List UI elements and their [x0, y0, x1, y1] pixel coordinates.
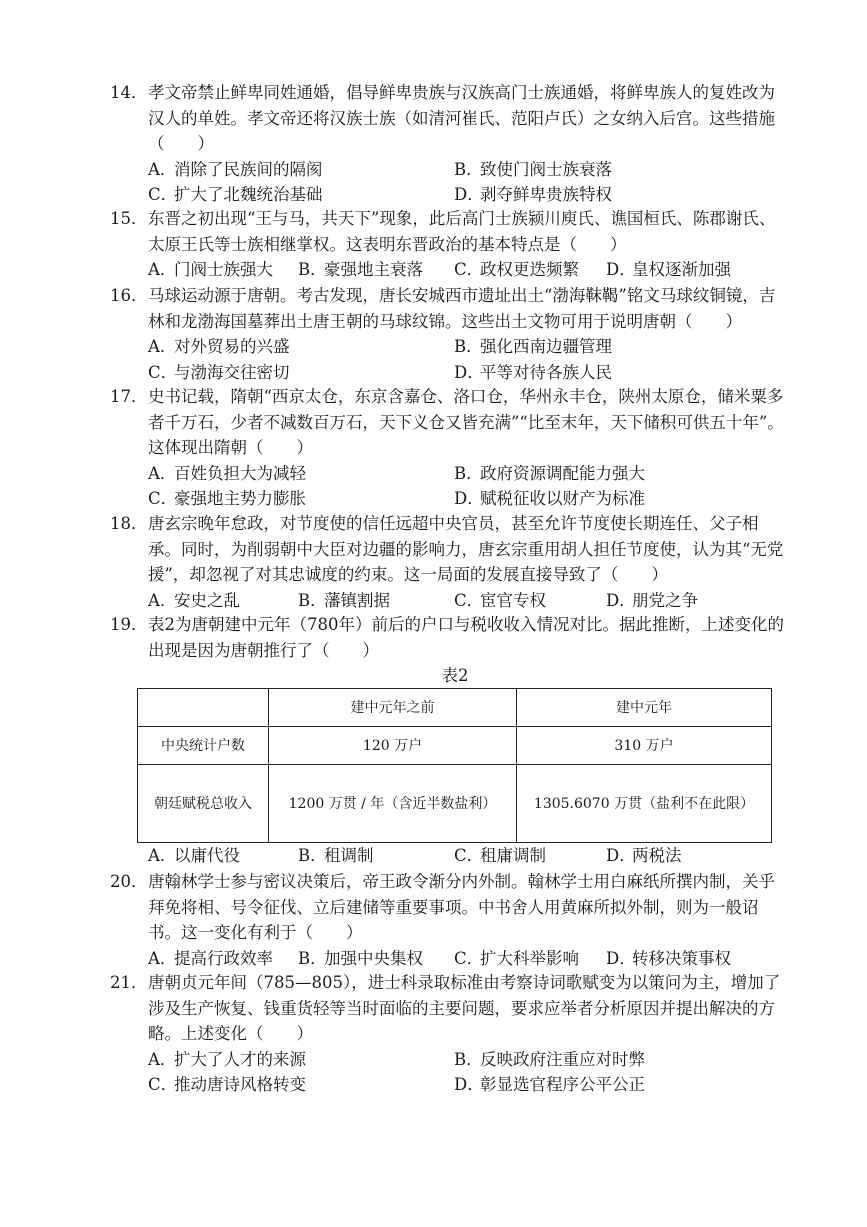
- question-20: [110, 869, 790, 971]
- options: [148, 843, 790, 869]
- option-c[interactable]: C．政权更迭频繁: [454, 260, 579, 279]
- question-stem: 东晋之初出现“王与马，共天下”现象，此后高门士族颍川庾氏、谯国桓氏、陈郡谢氏、太原王氏等士族相继掌权。这表明东晋政治的基本特点是（ ）: [148, 209, 776, 254]
- option-b[interactable]: B．致使门阀士族衰落: [454, 159, 612, 179]
- option-c[interactable]: C．豪强地主势力膨胀: [148, 489, 306, 508]
- table-cell: 1200 万贯 / 年（含近半数盐利）: [269, 765, 517, 843]
- options: [148, 461, 790, 512]
- question-stem: 史书记载，隋朝“西京太仓，东京含嘉仓、洛口仓，华州永丰仓，陕州太原仓，储米粟多者千万石，少者不减数百万石，天下义仓又皆充满”“比至末年，天下储积可供五十年”。这体现出隋朝（ ）: [148, 387, 784, 457]
- table-cell: 310 万户: [517, 727, 772, 765]
- question-number: 15．: [110, 209, 148, 228]
- question-17: [110, 384, 790, 512]
- option-b[interactable]: B．政府资源调配能力强大: [454, 463, 645, 483]
- table-header-cell: 建中元年: [517, 689, 772, 727]
- option-d[interactable]: D．皇权逐渐加强: [606, 260, 731, 279]
- question-stem: 孝文帝禁止鲜卑同姓通婚，倡导鲜卑贵族与汉族高门士族通婚，将鲜卑族人的复姓改为汉人的单姓。孝文帝还将汉族士族（如清河崔氏、范阳卢氏）之女纳入后宫。这些措施（ ）: [148, 83, 775, 153]
- option-c[interactable]: C．宦官专权: [454, 590, 546, 610]
- question-stem: 唐朝贞元年间（785—805），进士科录取标准由考察诗词歌赋变为以策问为主，增加了涉及生产恢复、钱重货轻等当时面临的主要问题，要求应举者分析原因并提出解决的方略。上述变化（ ）: [148, 973, 781, 1043]
- option-b[interactable]: B．反映政府注重应对时弊: [454, 1049, 645, 1069]
- table-header-cell: [138, 689, 269, 727]
- question-number: 20．: [110, 872, 148, 891]
- question-19-options: [110, 843, 790, 869]
- option-b[interactable]: B．豪强地主衰落: [298, 260, 423, 279]
- question-number: 21．: [110, 973, 148, 992]
- question-16: [110, 283, 790, 385]
- question-number: 17．: [110, 387, 148, 406]
- question-stem: 马球运动源于唐朝。考古发现，唐长安城西市遗址出土“渤海靺鞨”铭文马球纹铜镜，吉林和龙渤海国墓葬出土唐王朝的马球纹锦。这些出土文物可用于说明唐朝（ ）: [148, 286, 776, 331]
- option-a[interactable]: A．对外贸易的兴盛: [148, 337, 290, 356]
- option-b[interactable]: B．藩镇割据: [298, 590, 390, 610]
- options: [148, 588, 790, 614]
- table-cell: 120 万户: [269, 727, 517, 765]
- question-15: [110, 206, 790, 283]
- question-stem: 唐玄宗晚年怠政，对节度使的信任远超中央官员，甚至允许节度使长期连任、父子相承。同时，为削弱朝中大臣对边疆的影响力，唐玄宗重用胡人担任节度使，认为其“无党援”，却忽视了对其忠诚度的约束。这一局面的发展直接导致了（ ）: [148, 514, 784, 584]
- option-d[interactable]: D．两税法: [606, 846, 682, 865]
- option-c[interactable]: C．扩大科举影响: [454, 948, 579, 968]
- question-19: [110, 612, 790, 663]
- question-14: [110, 80, 790, 208]
- question-stem: 表2为唐朝建中元年（780年）前后的户口与税收收入情况对比。据此推断，上述变化的出现是因为唐朝推行了（ ）: [148, 615, 784, 660]
- question-number: 16．: [110, 286, 148, 305]
- option-a[interactable]: A．扩大了人才的来源: [148, 1049, 306, 1069]
- table-cell: 中央统计户数: [138, 727, 269, 765]
- table-row: [138, 727, 772, 765]
- question-number: 19．: [110, 615, 148, 634]
- options: [148, 1047, 790, 1098]
- options: [148, 157, 790, 208]
- options: [148, 257, 790, 283]
- option-c[interactable]: C．推动唐诗风格转变: [148, 1075, 306, 1094]
- question-21: [110, 970, 790, 1098]
- option-b[interactable]: B．租调制: [298, 846, 374, 865]
- table-row: [138, 765, 772, 843]
- option-c[interactable]: C．租庸调制: [454, 846, 546, 865]
- option-c[interactable]: C．与渤海交往密切: [148, 362, 290, 382]
- option-a[interactable]: A．安史之乱: [148, 590, 240, 610]
- table-cell: 朝廷赋税总收入: [138, 765, 269, 843]
- option-d[interactable]: D．彰显选官程序公平公正: [454, 1075, 645, 1094]
- option-d[interactable]: D．赋税征收以财产为标准: [454, 489, 645, 508]
- data-table: [137, 688, 772, 843]
- options: [148, 334, 790, 385]
- table-caption: 表2: [441, 666, 469, 685]
- table-header-cell: 建中元年之前: [269, 689, 517, 727]
- option-b[interactable]: B．强化西南边疆管理: [454, 337, 612, 356]
- option-a[interactable]: A．门阀士族强大: [148, 260, 273, 279]
- option-d[interactable]: D．转移决策事权: [606, 948, 731, 968]
- table-cell: 1305.6070 万贯（盐利不在此限）: [517, 765, 772, 843]
- option-d[interactable]: D．平等对待各族人民: [454, 362, 612, 382]
- option-a[interactable]: A．提高行政效率: [148, 948, 273, 968]
- option-c[interactable]: C．扩大了北魏统治基础: [148, 185, 323, 204]
- option-b[interactable]: B．加强中央集权: [298, 948, 423, 968]
- option-a[interactable]: A．消除了民族间的隔阂: [148, 159, 323, 179]
- question-18: [110, 511, 790, 613]
- option-d[interactable]: D．朋党之争: [606, 590, 698, 610]
- question-number: 14．: [110, 83, 148, 102]
- table-header-row: [138, 689, 772, 727]
- option-a[interactable]: A．百姓负担大为减轻: [148, 463, 306, 483]
- question-stem: 唐翰林学士参与密议决策后，帝王政令渐分内外制。翰林学士用白麻纸所撰内制，关乎拜免将相、号令征伐、立后建储等重要事项。中书舍人用黄麻所拟外制，则为一般诏书。这一变化有利于（ ）: [148, 872, 775, 942]
- option-a[interactable]: A．以庸代役: [148, 846, 240, 865]
- options: [148, 946, 790, 972]
- question-number: 18．: [110, 514, 148, 533]
- option-d[interactable]: D．剥夺鲜卑贵族特权: [454, 185, 612, 204]
